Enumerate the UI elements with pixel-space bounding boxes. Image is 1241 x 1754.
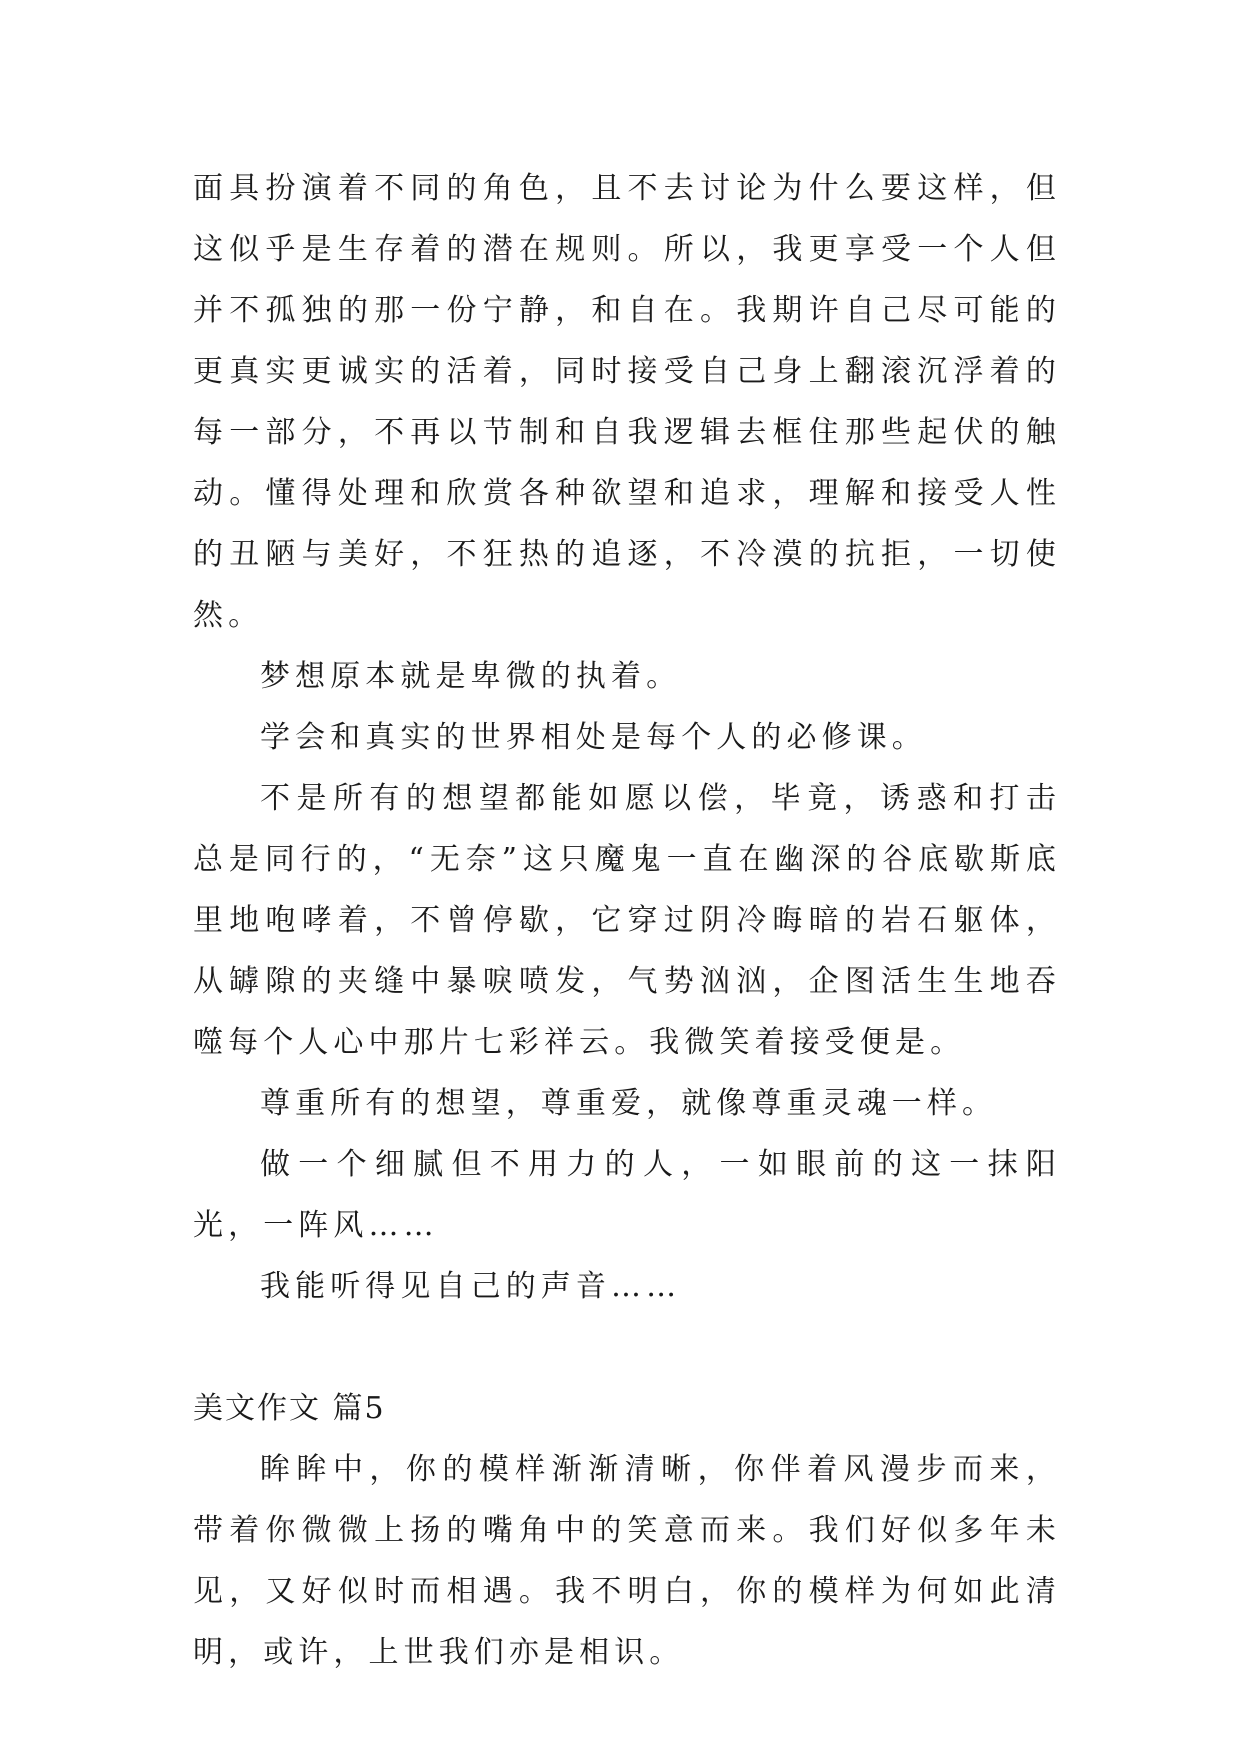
paragraph: 梦想原本就是卑微的执着。 <box>260 659 682 694</box>
paragraph: 学会和真实的世界相处是每个人的必修课。 <box>260 720 927 755</box>
paragraph: 眸眸中，你的模样渐渐清晰，你伴着风漫步而来，带着你微微上扬的嘴角中的笑意而来。我们好似多年未见，又好似时而相遇。我不明白，你的模样为何如此清明，或许，上世我们亦是相识。 <box>193 1452 1061 1670</box>
paragraph: 不是所有的想望都能如愿以偿，毕竟，诱惑和打击总是同行的，“无奈”这只魔鬼一直在幽深的谷底歇斯底里地咆哮着，不曾停歇，它穿过阴冷晦暗的岩石躯体，从罅隙的夹缝中暴唳喷发，气势汹汹，企图活生生地吞噬每个人心中那片七彩祥云。我微笑着接受便是。 <box>193 781 1061 1060</box>
paragraph: 做一个细腻但不用力的人，一如眼前的这一抹阳光，一阵风…… <box>193 1147 1061 1243</box>
paragraph: 尊重所有的想望，尊重爱，就像尊重灵魂一样。 <box>260 1086 998 1121</box>
paragraph: 面具扮演着不同的角色，且不去讨论为什么要这样，但这似乎是生存着的潜在规则。所以，我更享受一个人但并不孤独的那一份宁静，和自在。我期许自己尽可能的更真实更诚实的活着，同时接受自己身上翻滚沉浮着的每一部分，不再以节制和自我逻辑去框住那些起伏的触动。懂得处理和欣赏各种欲望和追求，理解和接受人性的丑陋与美好，不狂热的追逐，不冷漠的抗拒，一切使然。 <box>193 171 1061 633</box>
paragraph: 我能听得见自己的声音…… <box>260 1269 682 1304</box>
section-heading: 美文作文 篇5 <box>193 1391 386 1426</box>
document-body <box>193 158 1061 1683</box>
